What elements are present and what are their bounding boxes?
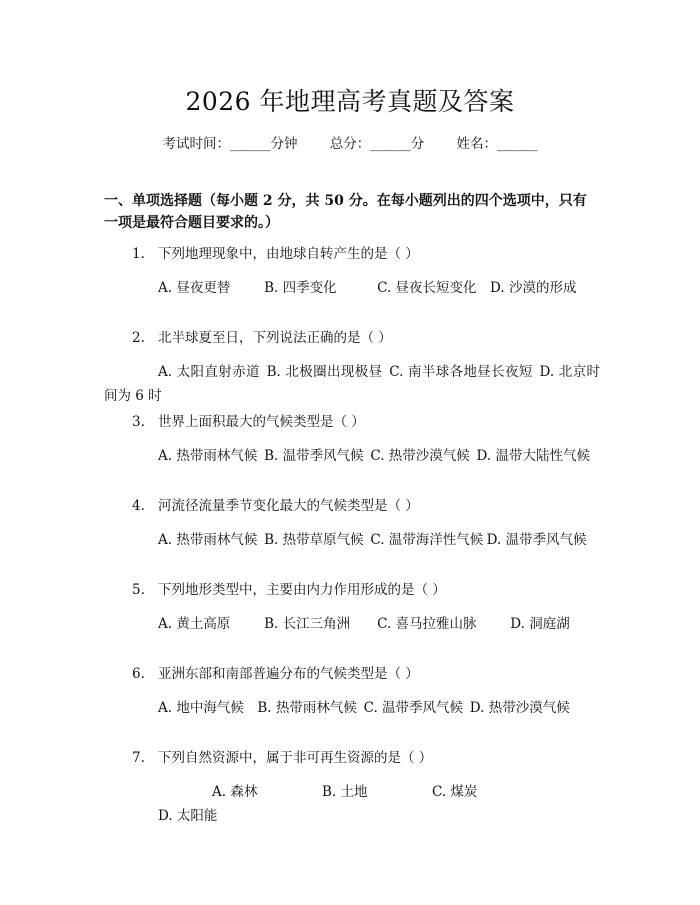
option-d: D. 温带季风气候 [486, 532, 587, 548]
question-text: 下列自然资源中，属于非可再生资源的是（ ） [158, 750, 433, 766]
question-number: 5. [132, 582, 145, 598]
option-b: B. 温带季风气候 [264, 448, 364, 464]
option-c: C. 温带季风气候 [363, 700, 464, 716]
option-b: B. 北极圈出现极昼 [266, 364, 383, 380]
question-options [104, 780, 600, 828]
option-b: B. 热带草原气候 [264, 532, 364, 548]
question-options [104, 528, 600, 552]
question-options [104, 360, 600, 408]
option-c: C. 煤炭 [432, 784, 478, 800]
option-a: A. 热带雨林气候 [158, 532, 258, 548]
option-d: D. 北京时间为 6 时 [104, 364, 600, 404]
question-stem [104, 412, 600, 432]
option-a: A. 昼夜更替 [158, 280, 231, 296]
option-d: D. 温带大陆性气候 [476, 448, 590, 464]
option-d: D. 太阳能 [158, 808, 218, 824]
question-6 [104, 664, 600, 720]
question-text: 下列地形类型中，主要由内力作用形成的是（ ） [158, 582, 446, 598]
page-title: 2026 年地理高考真题及答案 [185, 87, 515, 116]
option-c: C. 喜马拉雅山脉 [377, 616, 477, 632]
option-d: D. 热带沙漠气候 [469, 700, 570, 716]
section-heading: 一、单项选择题（每小题 2 分，共 50 分。在每小题列出的四个选项中，只有一项是最符合题目要求的。） [104, 193, 587, 231]
question-2 [104, 328, 600, 408]
question-stem [104, 328, 600, 348]
question-3 [104, 412, 600, 468]
question-number: 4. [132, 498, 145, 514]
exam-time: 考试时间：______分钟 [162, 136, 298, 152]
option-c: C. 热带沙漠气候 [370, 448, 470, 464]
exam-score: 总分：______分 [329, 136, 425, 152]
option-b: B. 土地 [322, 784, 368, 800]
question-stem [104, 580, 600, 600]
option-a: A. 森林 [212, 784, 258, 800]
question-number: 7. [132, 750, 145, 766]
question-text: 北半球夏至日，下列说法正确的是（ ） [158, 330, 392, 346]
option-c: C. 温带海洋性气候 [370, 532, 484, 548]
option-a: A. 太阳直射赤道 [158, 364, 260, 380]
question-text: 河流径流量季节变化最大的气候类型是（ ） [158, 498, 419, 514]
option-a: A. 地中海气候 [158, 700, 244, 716]
question-stem [104, 244, 600, 264]
question-7 [104, 748, 600, 828]
question-stem [104, 748, 600, 768]
question-number: 1. [132, 246, 145, 262]
option-c: C. 南半球各地昼长夜短 [389, 364, 533, 380]
question-options [104, 696, 600, 720]
option-a: A. 热带雨林气候 [158, 448, 258, 464]
student-name: 姓名：______ [456, 136, 538, 152]
option-c: C. 昼夜长短变化 [377, 280, 477, 296]
option-d: D. 沙漠的形成 [490, 280, 577, 296]
question-4 [104, 496, 600, 552]
question-options [104, 276, 600, 300]
question-1 [104, 244, 600, 300]
question-options [104, 612, 600, 636]
option-a: A. 黄土高原 [158, 616, 231, 632]
exam-meta [0, 132, 700, 152]
question-options [104, 444, 600, 468]
question-stem [104, 496, 600, 516]
question-number: 2. [132, 330, 145, 346]
question-text: 下列地理现象中，由地球自转产生的是（ ） [158, 246, 419, 262]
question-number: 6. [132, 666, 145, 682]
question-text: 亚洲东部和南部普遍分布的气候类型是（ ） [158, 666, 419, 682]
option-b: B. 四季变化 [264, 280, 337, 296]
question-5 [104, 580, 600, 636]
option-d: D. 洞庭湖 [510, 616, 570, 632]
option-b: B. 长江三角洲 [264, 616, 351, 632]
question-number: 3. [132, 414, 145, 430]
question-stem [104, 664, 600, 684]
question-text: 世界上面积最大的气候类型是（ ） [158, 414, 365, 430]
option-b: B. 热带雨林气候 [257, 700, 357, 716]
